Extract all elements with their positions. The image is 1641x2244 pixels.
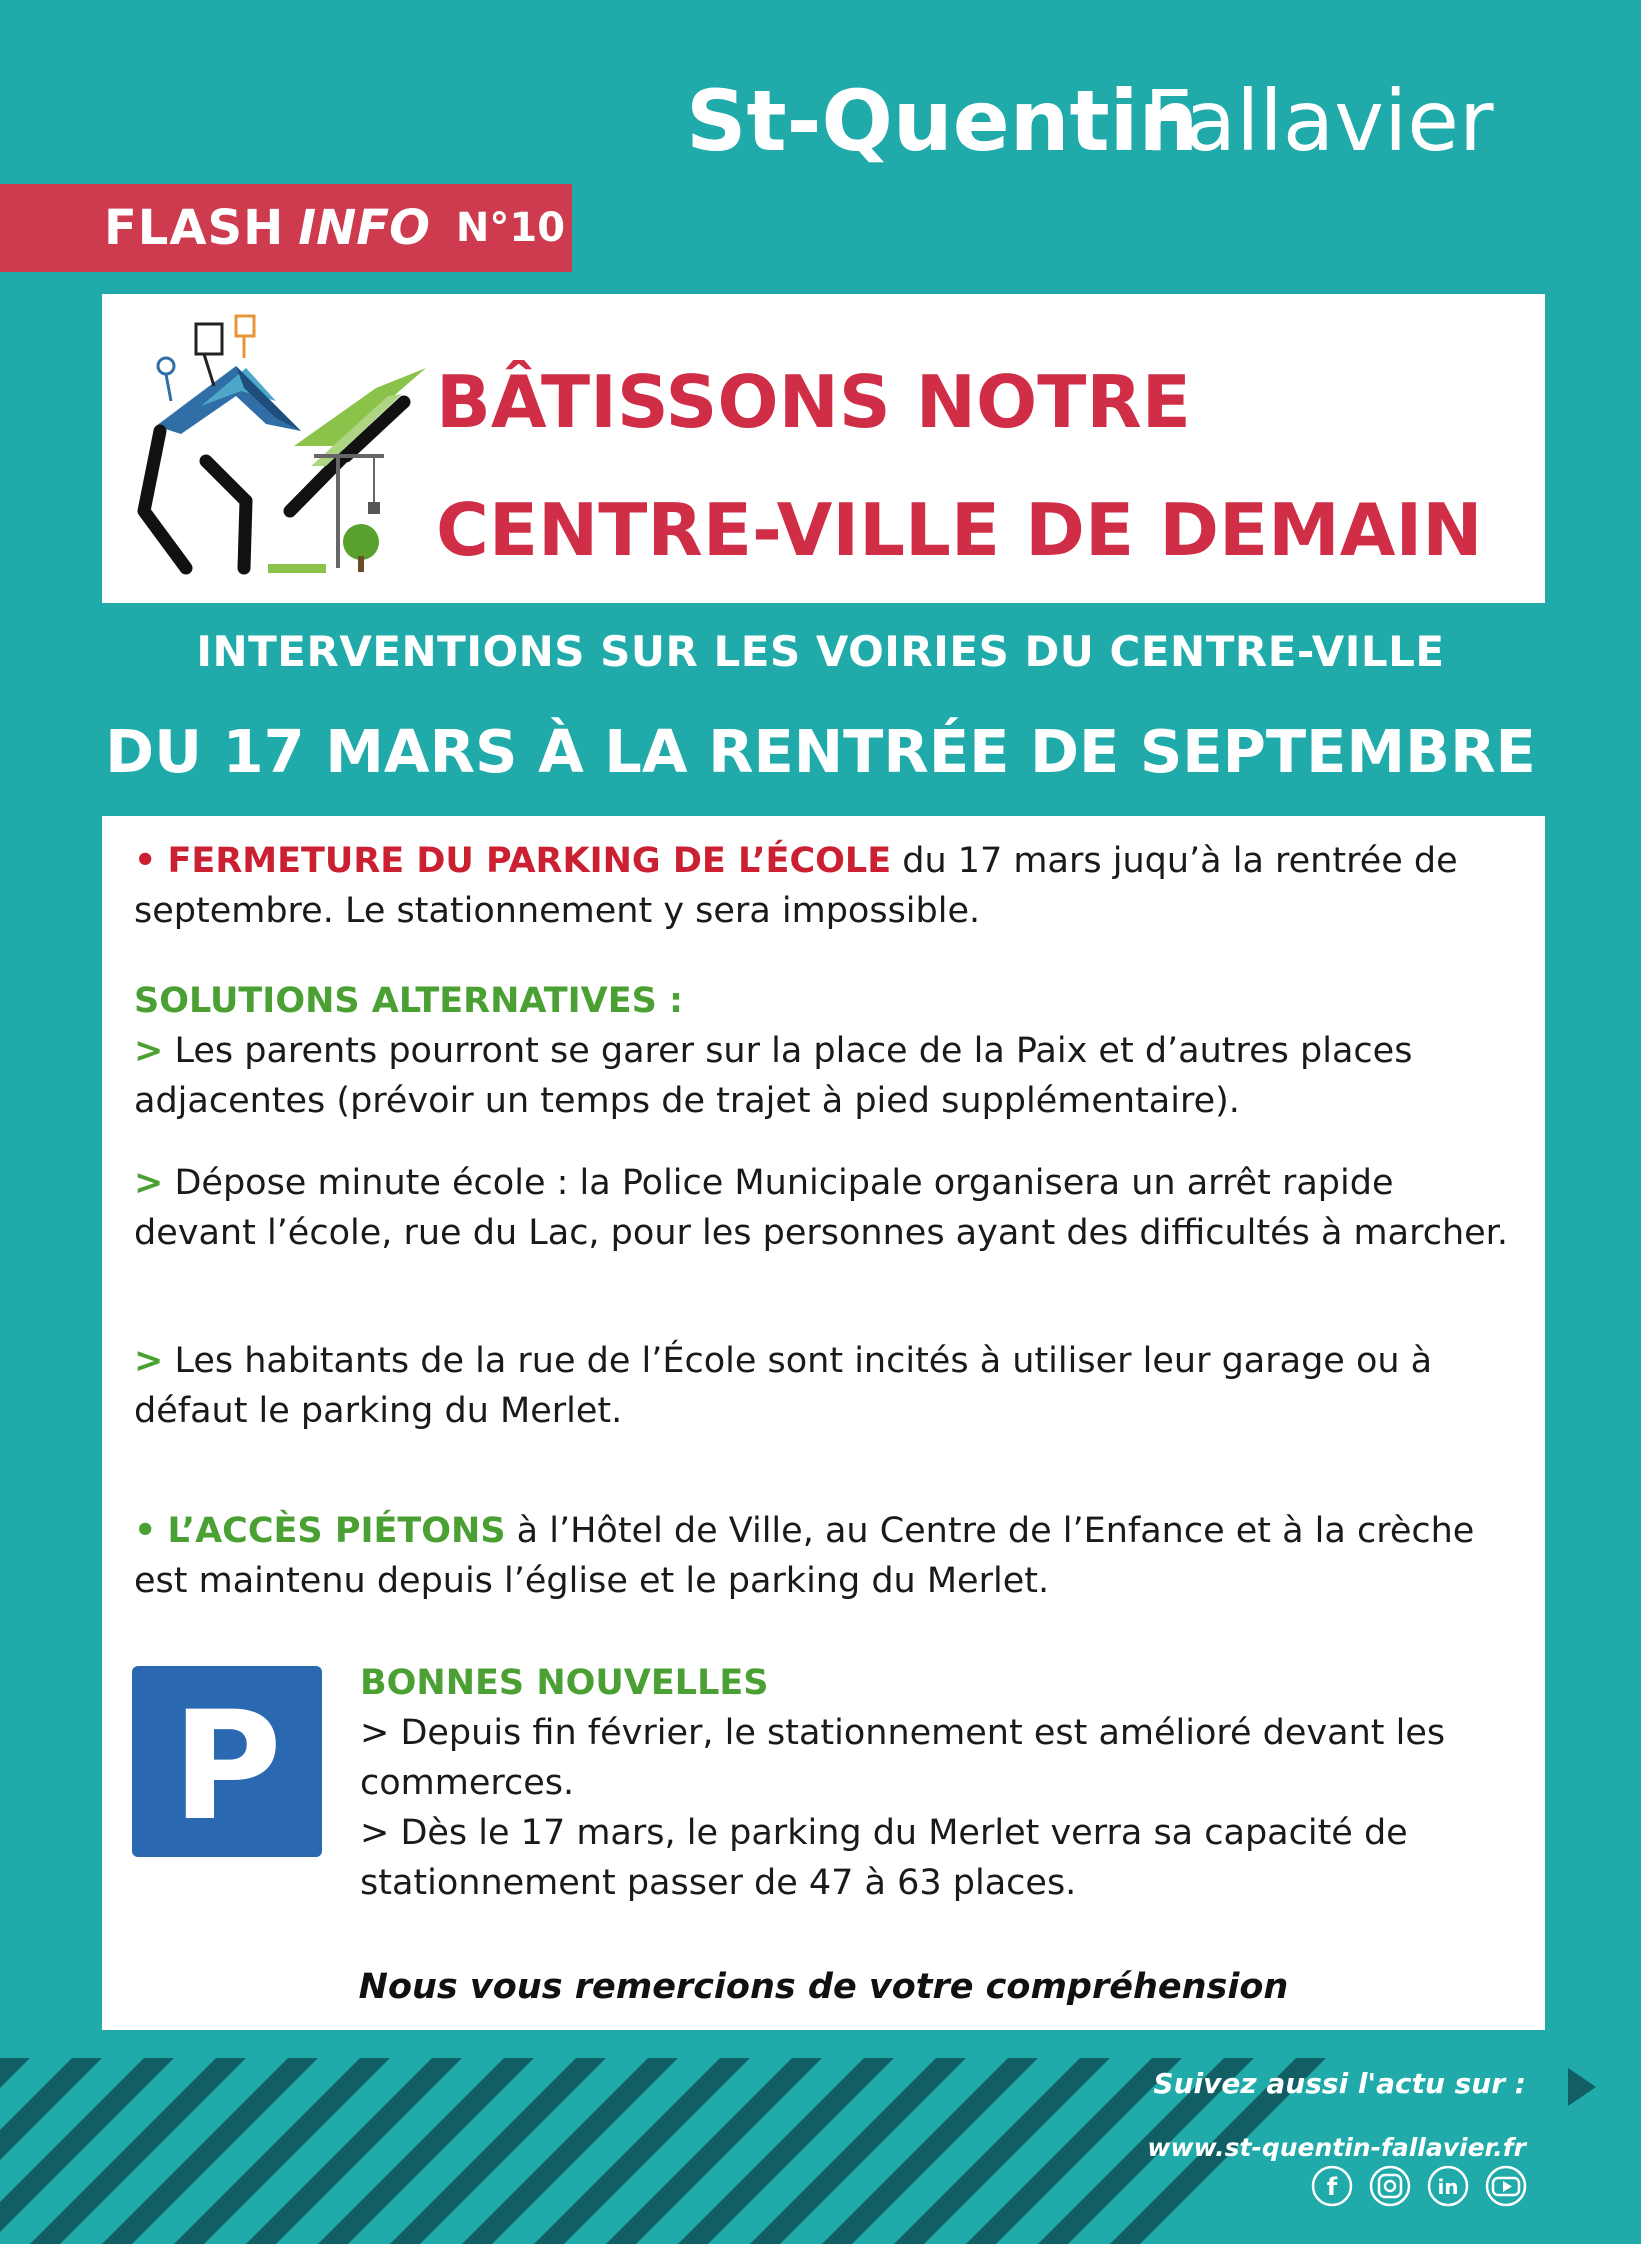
arrow-icon: > xyxy=(134,1031,164,1071)
logo-text-part2: Fallavier xyxy=(1144,72,1494,170)
good-news-item-merlet: > Dès le 17 mars, le parking du Merlet verra sa capacité de stationnement passer de 47 à 63 places. xyxy=(360,1813,1408,1903)
closure-bullet: • xyxy=(134,841,157,881)
info-word: INFO xyxy=(298,200,430,256)
arrow-icon: > xyxy=(134,1341,164,1381)
closure-paragraph xyxy=(134,836,1514,936)
pedestrians-text: à l’Hôtel de Ville, au Centre de l’Enfance et à la crèche est maintenu depuis l’église et le parking du Merlet. xyxy=(134,1511,1475,1601)
good-news-block xyxy=(360,1658,1520,1908)
closure-heading: FERMETURE DU PARKING DE L’ÉCOLE xyxy=(167,841,892,881)
arrow-icon: > xyxy=(134,1163,164,1203)
content-box xyxy=(102,816,1545,2030)
play-arrow-icon xyxy=(1568,2068,1596,2106)
footer-follow-block xyxy=(1147,2066,1526,2166)
good-news-item-shops: > Depuis fin février, le stationnement est amélioré devant les commerces. xyxy=(360,1713,1446,1803)
pedestrians-heading: L’ACCÈS PIÉTONS xyxy=(167,1511,506,1551)
subtitle-dates: DU 17 MARS À LA RENTRÉE DE SEPTEMBRE xyxy=(105,717,1536,786)
linkedin-icon[interactable] xyxy=(1429,2167,1467,2205)
website-link[interactable]: www.st-quentin-fallavier.fr xyxy=(1147,2133,1526,2162)
parking-sign-icon xyxy=(132,1666,322,1857)
svg-text:f: f xyxy=(1326,2173,1338,2201)
follow-label: Suivez aussi l'actu sur : xyxy=(1153,2067,1526,2100)
main-title xyxy=(436,338,1526,594)
alternative-item-residents: > Les habitants de la rue de l’École sont incités à utiliser leur garage ou à défaut le parking du Merlet. xyxy=(134,1341,1433,1431)
main-title-line2: CENTRE-VILLE DE DEMAIN xyxy=(436,488,1483,572)
pedestrians-bullet: • xyxy=(134,1511,157,1551)
thanks-message: Nous vous remercions de votre compréhension xyxy=(358,1967,1289,2007)
main-title-line1: BÂTISSONS NOTRE xyxy=(436,360,1191,444)
flash-info-tag xyxy=(0,184,572,272)
alternative-item-parents: > Les parents pourront se garer sur la place de la Paix et d’autres places adjacentes (prévoir un temps de trajet à pied supplémentaire). xyxy=(134,1031,1413,1121)
social-icons xyxy=(1310,2164,1530,2208)
alternative-item-drop-off: > Dépose minute école : la Police Municipale organisera un arrêt rapide devant l’école, rue du Lac, pour les personnes ayant des difficultés à marcher. xyxy=(134,1163,1508,1253)
issue-number: N°10 xyxy=(455,205,566,251)
svg-text:in: in xyxy=(1437,2175,1459,2199)
alternatives-heading: SOLUTIONS ALTERNATIVES : xyxy=(134,981,684,1021)
title-box xyxy=(102,294,1545,603)
city-logo xyxy=(686,68,1546,178)
flash-word: FLASH xyxy=(104,200,285,256)
facebook-icon[interactable] xyxy=(1313,2167,1351,2205)
instagram-icon[interactable] xyxy=(1371,2167,1409,2205)
pedestrians-paragraph xyxy=(134,1506,1514,1606)
closure-text: du 17 mars juqu’à la rentrée de septembre. Le stationnement y sera impossible. xyxy=(134,841,1458,931)
logo-text-part1: St-Quentin xyxy=(686,72,1199,170)
parking-letter: P xyxy=(172,1680,282,1854)
youtube-icon[interactable] xyxy=(1487,2167,1525,2205)
subtitle-interventions: INTERVENTIONS SUR LES VOIRIES DU CENTRE-VILLE xyxy=(196,627,1445,676)
good-news-heading: BONNES NOUVELLES xyxy=(360,1663,769,1703)
